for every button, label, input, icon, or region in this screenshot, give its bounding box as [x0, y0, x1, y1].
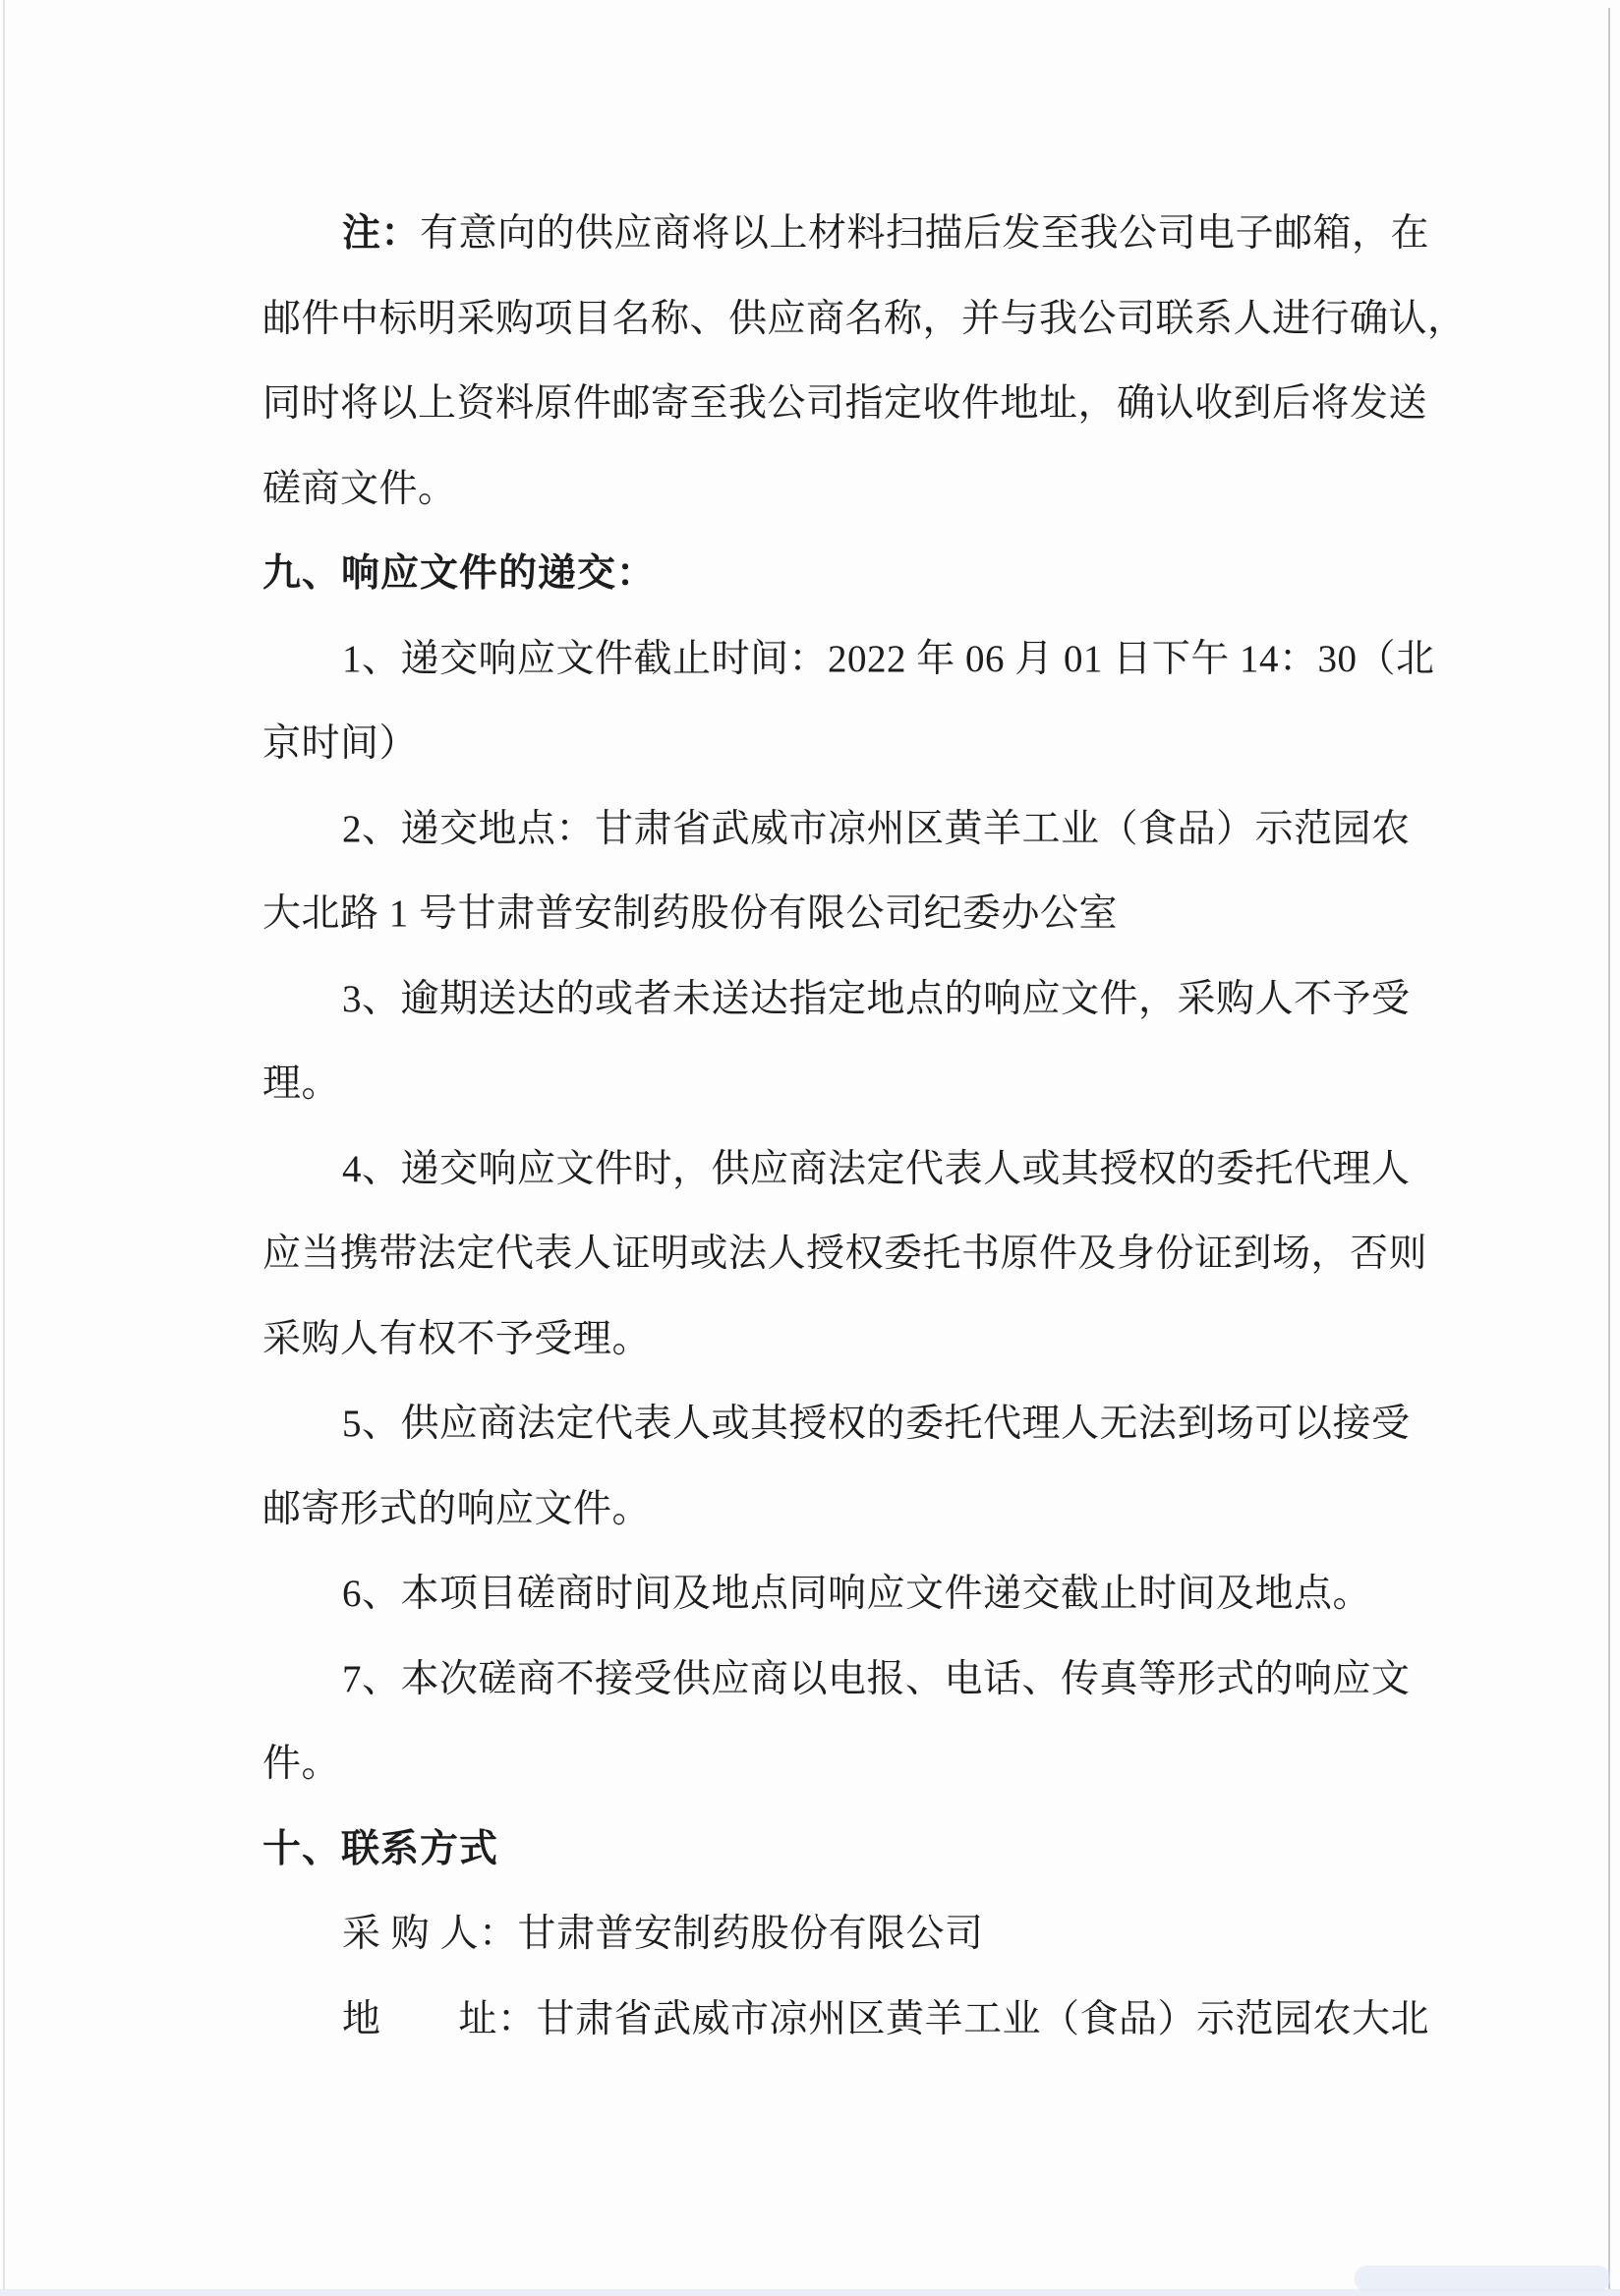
- address-line: 地 址：甘肃省武威市凉州区黄羊工业（食品）示范园农大北: [342, 1997, 1430, 2040]
- item-4-line-1: 4、递交响应文件时，供应商法定代表人或其授权的委托代理人: [342, 1147, 1411, 1190]
- scan-corner-smudge-artifact: [1355, 2266, 1610, 2291]
- item-3-line-1: 3、逾期送达的或者未送达指定地点的响应文件，采购人不予受: [342, 977, 1411, 1020]
- note-line-1-text: 有意向的供应商将以上材料扫描后发至我公司电子邮箱，在: [420, 212, 1430, 255]
- item-7-line-1: 7、本次磋商不接受供应商以电报、电话、传真等形式的响应文: [342, 1657, 1411, 1700]
- note-line-2: 邮件中标明采购项目名称、供应商名称，并与我公司联系人进行确认，: [262, 297, 1467, 340]
- item-3-line-2: 理。: [262, 1062, 341, 1105]
- item-5-line-1: 5、供应商法定代表人或其授权的委托代理人无法到场可以接受: [342, 1403, 1411, 1445]
- item-2-line-2: 大北路 1 号甘肃普安制药股份有限公司纪委办公室: [262, 892, 1119, 935]
- buyer-line: 采 购 人：甘肃普安制药股份有限公司: [342, 1913, 984, 1955]
- note-line-1: [262, 192, 1442, 277]
- item-2-line-1: 2、递交地点：甘肃省武威市凉州区黄羊工业（食品）示范园农: [342, 807, 1411, 850]
- item-1-line-2: 京时间）: [262, 722, 419, 765]
- note-line-3: 同时将以上资料原件邮寄至我公司指定收件地址，确认收到后将发送: [262, 382, 1428, 425]
- note-label: 注：: [342, 212, 421, 255]
- note-line-4: 磋商文件。: [262, 467, 457, 510]
- scan-right-edge-artifact: [1608, 8, 1610, 2296]
- item-6-line: 6、本项目磋商时间及地点同响应文件递交截止时间及地点。: [342, 1573, 1372, 1615]
- item-4-line-3: 采购人有权不予受理。: [262, 1317, 652, 1360]
- document-text-block: [262, 192, 1467, 2062]
- scan-left-edge-artifact: [3, 0, 5, 2296]
- item-7-line-2: 件。: [262, 1743, 341, 1785]
- item-5-line-2: 邮寄形式的响应文件。: [262, 1487, 652, 1530]
- section-ten-heading: 十、联系方式: [262, 1827, 499, 1870]
- item-1-line-1: 1、递交响应文件截止时间：2022 年 06 月 01 日下午 14：30（北: [342, 637, 1435, 680]
- section-nine-heading: 九、响应文件的递交：: [262, 552, 657, 595]
- item-4-line-2: 应当携带法定代表人证明或法人授权委托书原件及身份证到场，否则: [262, 1233, 1428, 1275]
